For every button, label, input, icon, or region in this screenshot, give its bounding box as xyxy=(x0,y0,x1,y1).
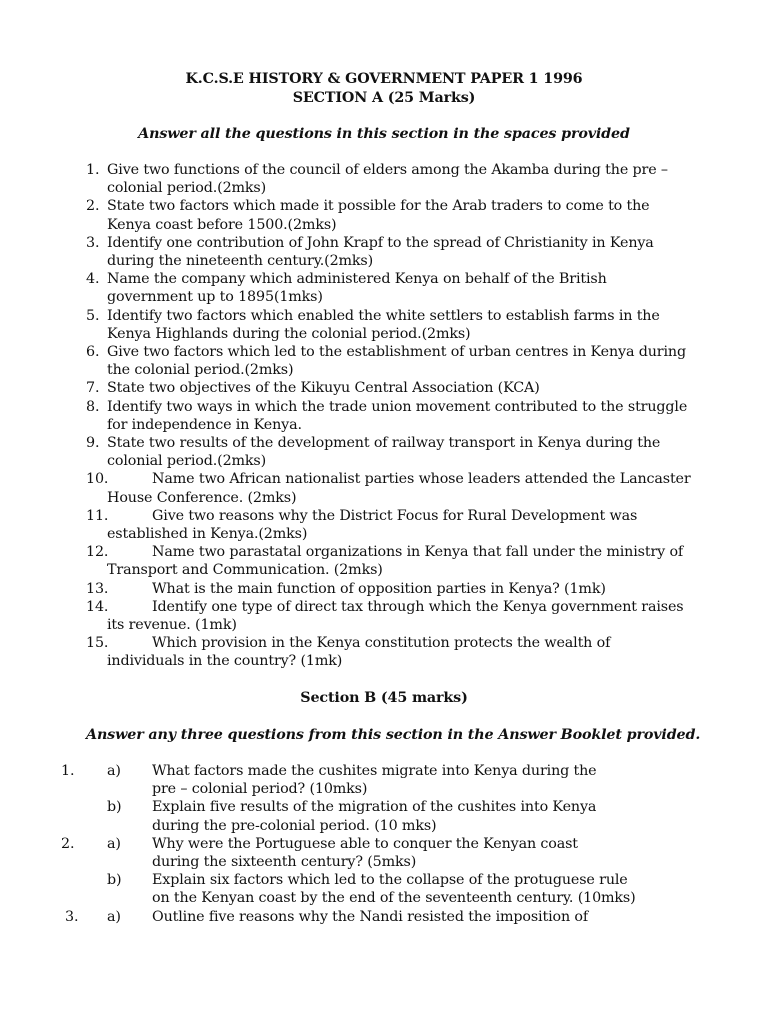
question-number: 14. xyxy=(86,598,109,615)
question-number: 5. xyxy=(86,307,100,324)
question-number: 2. xyxy=(86,198,100,215)
question-number: 13. xyxy=(86,580,109,597)
question-text: colonial period.(2mks) xyxy=(107,180,267,197)
question-text: Give two factors which led to the establishment of urban centres in Kenya during xyxy=(107,344,686,360)
section-a-title: SECTION A (25 Marks) xyxy=(292,90,476,106)
question-text: for independence in Kenya. xyxy=(107,416,302,433)
question-text: during the nineteenth century.(2mks) xyxy=(107,253,374,269)
question-number: 3. xyxy=(65,908,79,925)
question-text: What is the main function of opposition parties in Kenya? (1mk) xyxy=(152,580,606,597)
question-text: individuals in the country? (1mk) xyxy=(107,653,343,670)
part-text: pre – colonial period? (10mks) xyxy=(152,781,368,798)
part-label: a) xyxy=(107,763,121,779)
part-text: Explain six factors which led to the collapse of the protuguese rule xyxy=(152,872,628,889)
question-text: State two factors which made it possible for the Arab traders to come to the xyxy=(107,198,650,215)
part-text: on the Kenyan coast by the end of the seventeenth century. (10mks) xyxy=(152,890,636,907)
question-text: Name two African nationalist parties whose leaders attended the Lancaster xyxy=(152,471,691,488)
question-text: Identify one contribution of John Krapf to the spread of Christianity in Kenya xyxy=(107,234,654,251)
question-text: colonial period.(2mks) xyxy=(107,453,267,470)
question-text: Identify two ways in which the trade union movement contributed to the struggle xyxy=(107,398,688,415)
part-text: during the sixteenth century? (5mks) xyxy=(152,854,417,870)
paper-title: K.C.S.E HISTORY & GOVERNMENT PAPER 1 1996 xyxy=(185,71,583,87)
question-number: 10. xyxy=(86,471,109,488)
question-text: Kenya coast before 1500.(2mks) xyxy=(107,216,337,233)
question-text: Give two functions of the council of elders among the Akamba during the pre – xyxy=(107,162,668,178)
question-text: the colonial period.(2mks) xyxy=(107,362,294,379)
section-b-instruction: Answer any three questions from this section in the Answer Booklet provided. xyxy=(86,727,701,743)
question-number: 6. xyxy=(86,344,100,360)
question-text: established in Kenya.(2mks) xyxy=(107,526,308,542)
part-label: b) xyxy=(107,799,122,816)
question-number: 1. xyxy=(61,763,75,779)
question-number: 8. xyxy=(86,398,100,415)
question-text: Identify one type of direct tax through which the Kenya government raises xyxy=(152,598,684,615)
question-text: Name two parastatal organizations in Kenya that fall under the ministry of xyxy=(152,544,684,561)
part-label: b) xyxy=(107,872,122,889)
question-text: Transport and Communication. (2mks) xyxy=(107,562,383,579)
question-text: Identify two factors which enabled the white settlers to establish farms in the xyxy=(107,307,660,324)
part-text: What factors made the cushites migrate into Kenya during the xyxy=(152,763,597,779)
question-text: State two objectives of the Kikuyu Central Association (KCA) xyxy=(107,380,540,397)
question-text: Kenya Highlands during the colonial period.(2mks) xyxy=(107,325,471,342)
question-text: its revenue. (1mk) xyxy=(107,617,237,633)
question-number: 12. xyxy=(86,544,109,561)
question-number: 15. xyxy=(86,635,109,652)
question-text: Which provision in the Kenya constitution protects the wealth of xyxy=(152,635,611,652)
part-label: a) xyxy=(107,908,121,925)
question-number: 3. xyxy=(86,234,100,251)
question-number: 4. xyxy=(86,271,100,288)
part-text: Why were the Portuguese able to conquer the Kenyan coast xyxy=(152,835,578,852)
part-label: a) xyxy=(107,835,121,852)
part-text: Outline five reasons why the Nandi resisted the imposition of xyxy=(152,908,588,925)
question-number: 1. xyxy=(86,162,100,178)
question-text: Name the company which administered Kenya on behalf of the British xyxy=(107,271,607,288)
question-number: 11. xyxy=(86,507,109,524)
section-a-instruction: Answer all the questions in this section in the spaces provided xyxy=(138,126,630,142)
section-b-title: Section B (45 marks) xyxy=(300,690,468,706)
part-text: during the pre-colonial period. (10 mks) xyxy=(152,817,437,834)
question-number: 2. xyxy=(61,835,75,852)
question-number: 7. xyxy=(86,380,100,397)
question-text: government up to 1895(1mks) xyxy=(107,289,323,306)
part-text: Explain five results of the migration of the cushites into Kenya xyxy=(152,799,597,816)
question-text: Give two reasons why the District Focus for Rural Development was xyxy=(152,507,638,524)
question-text: House Conference. (2mks) xyxy=(107,489,297,506)
question-text: State two results of the development of railway transport in Kenya during the xyxy=(107,435,661,451)
question-number: 9. xyxy=(86,435,100,451)
